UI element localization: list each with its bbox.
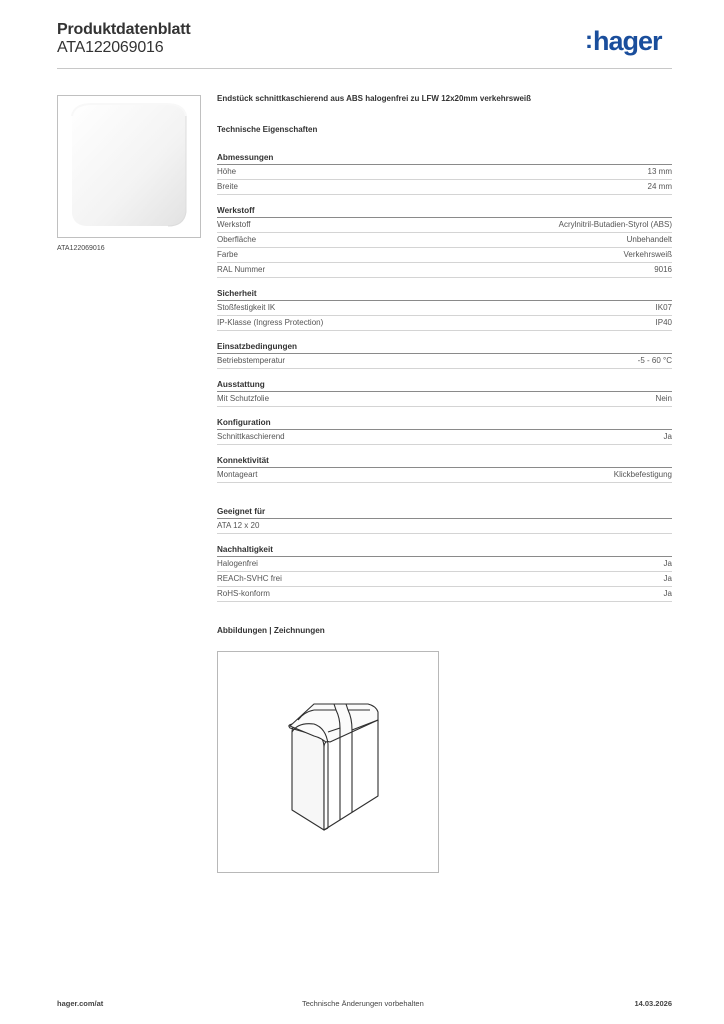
- spec-label: Stoßfestigkeit IK: [217, 303, 276, 312]
- spec-label: RAL Nummer: [217, 265, 266, 274]
- spec-label: Mit Schutzfolie: [217, 394, 270, 403]
- spec-row: [217, 519, 672, 534]
- spec-section: [217, 626, 672, 637]
- section-title: Einsatzbedingungen: [217, 342, 672, 354]
- tech-heading: Technische Eigenschaften: [217, 125, 318, 134]
- product-photo: [57, 95, 201, 238]
- spec-row: [217, 572, 672, 587]
- spec-section: [217, 206, 672, 278]
- section-title: Konnektivität: [217, 456, 672, 468]
- spec-value: Acrylnitril-Butadien-Styrol (ABS): [558, 220, 672, 229]
- spec-label: RoHS-konform: [217, 589, 270, 598]
- spec-value: 13 mm: [647, 167, 672, 176]
- spec-label: Oberfläche: [217, 235, 257, 244]
- spec-value: Ja: [663, 432, 672, 441]
- spec-label: Halogenfrei: [217, 559, 258, 568]
- footer-disclaimer: Technische Änderungen vorbehalten: [302, 999, 424, 1008]
- spec-row: [217, 468, 672, 483]
- spec-row: [217, 263, 672, 278]
- spec-value: IK07: [655, 303, 672, 312]
- page-title: Produktdatenblatt: [57, 21, 191, 38]
- spec-label: Höhe: [217, 167, 237, 176]
- drawing-image: [218, 652, 438, 872]
- logo-colon-icon: :: [585, 27, 592, 54]
- spec-label: Schnittkaschierend: [217, 432, 285, 441]
- spec-section: [217, 456, 672, 483]
- spec-value: IP40: [655, 318, 672, 327]
- spec-row: [217, 392, 672, 407]
- spec-value: 9016: [654, 265, 672, 274]
- product-photo-image: [58, 96, 200, 237]
- spec-section: [217, 153, 672, 195]
- footer-date: 14.03.2026: [634, 999, 672, 1008]
- spec-value: Verkehrsweiß: [623, 250, 672, 259]
- section-title: Konfiguration: [217, 418, 672, 430]
- spec-row: [217, 430, 672, 445]
- photo-caption: ATA122069016: [57, 245, 105, 252]
- section-title: Geeignet für: [217, 507, 672, 519]
- technical-drawing: [217, 651, 439, 873]
- section-title: Ausstattung: [217, 380, 672, 392]
- spec-section: [217, 418, 672, 445]
- product-number: ATA122069016: [57, 39, 164, 56]
- spec-row: [217, 316, 672, 331]
- spec-row: [217, 165, 672, 180]
- spec-value: -5 - 60 °C: [637, 356, 672, 365]
- spec-value: Ja: [663, 589, 672, 598]
- spec-section: [217, 380, 672, 407]
- spec-label: Betriebstemperatur: [217, 356, 286, 365]
- spec-value: Nein: [655, 394, 672, 403]
- spec-sections: [217, 153, 672, 637]
- spec-label: REACh-SVHC frei: [217, 574, 282, 583]
- spec-column: [217, 94, 672, 637]
- logo-text: hager: [593, 26, 662, 56]
- spec-label: IP-Klasse (Ingress Protection): [217, 318, 324, 327]
- spec-section: [217, 289, 672, 331]
- footer-website-link[interactable]: hager.com/at: [57, 999, 104, 1008]
- spec-value: Unbehandelt: [626, 235, 672, 244]
- spec-section: [217, 545, 672, 602]
- section-title: Abmessungen: [217, 153, 672, 165]
- section-title: Abbildungen | Zeichnungen: [217, 626, 325, 635]
- spec-row: [217, 180, 672, 195]
- spec-row: [217, 354, 672, 369]
- spec-row: [217, 248, 672, 263]
- spec-section: [217, 507, 672, 534]
- header-divider: [57, 68, 672, 69]
- product-title: Endstück schnittkaschierend aus ABS halogenfrei zu LFW 12x20mm verkehrsweiß: [217, 94, 532, 103]
- spec-label: Werkstoff: [217, 220, 251, 229]
- section-title: Werkstoff: [217, 206, 672, 218]
- section-title: Sicherheit: [217, 289, 672, 301]
- spec-value: Ja: [663, 574, 672, 583]
- spec-value: Klickbefestigung: [613, 470, 672, 479]
- spec-section: [217, 342, 672, 369]
- spec-row: [217, 218, 672, 233]
- spec-row: [217, 301, 672, 316]
- spec-label: ATA 12 x 20: [217, 521, 260, 530]
- spec-value: 24 mm: [647, 182, 672, 191]
- spec-row: [217, 587, 672, 602]
- spec-value: Ja: [663, 559, 672, 568]
- spec-row: [217, 233, 672, 248]
- spec-label: Breite: [217, 182, 238, 191]
- hager-logo[interactable]: [585, 26, 662, 58]
- spec-label: Farbe: [217, 250, 238, 259]
- spec-row: [217, 557, 672, 572]
- section-title: Nachhaltigkeit: [217, 545, 672, 557]
- spec-label: Montageart: [217, 470, 258, 479]
